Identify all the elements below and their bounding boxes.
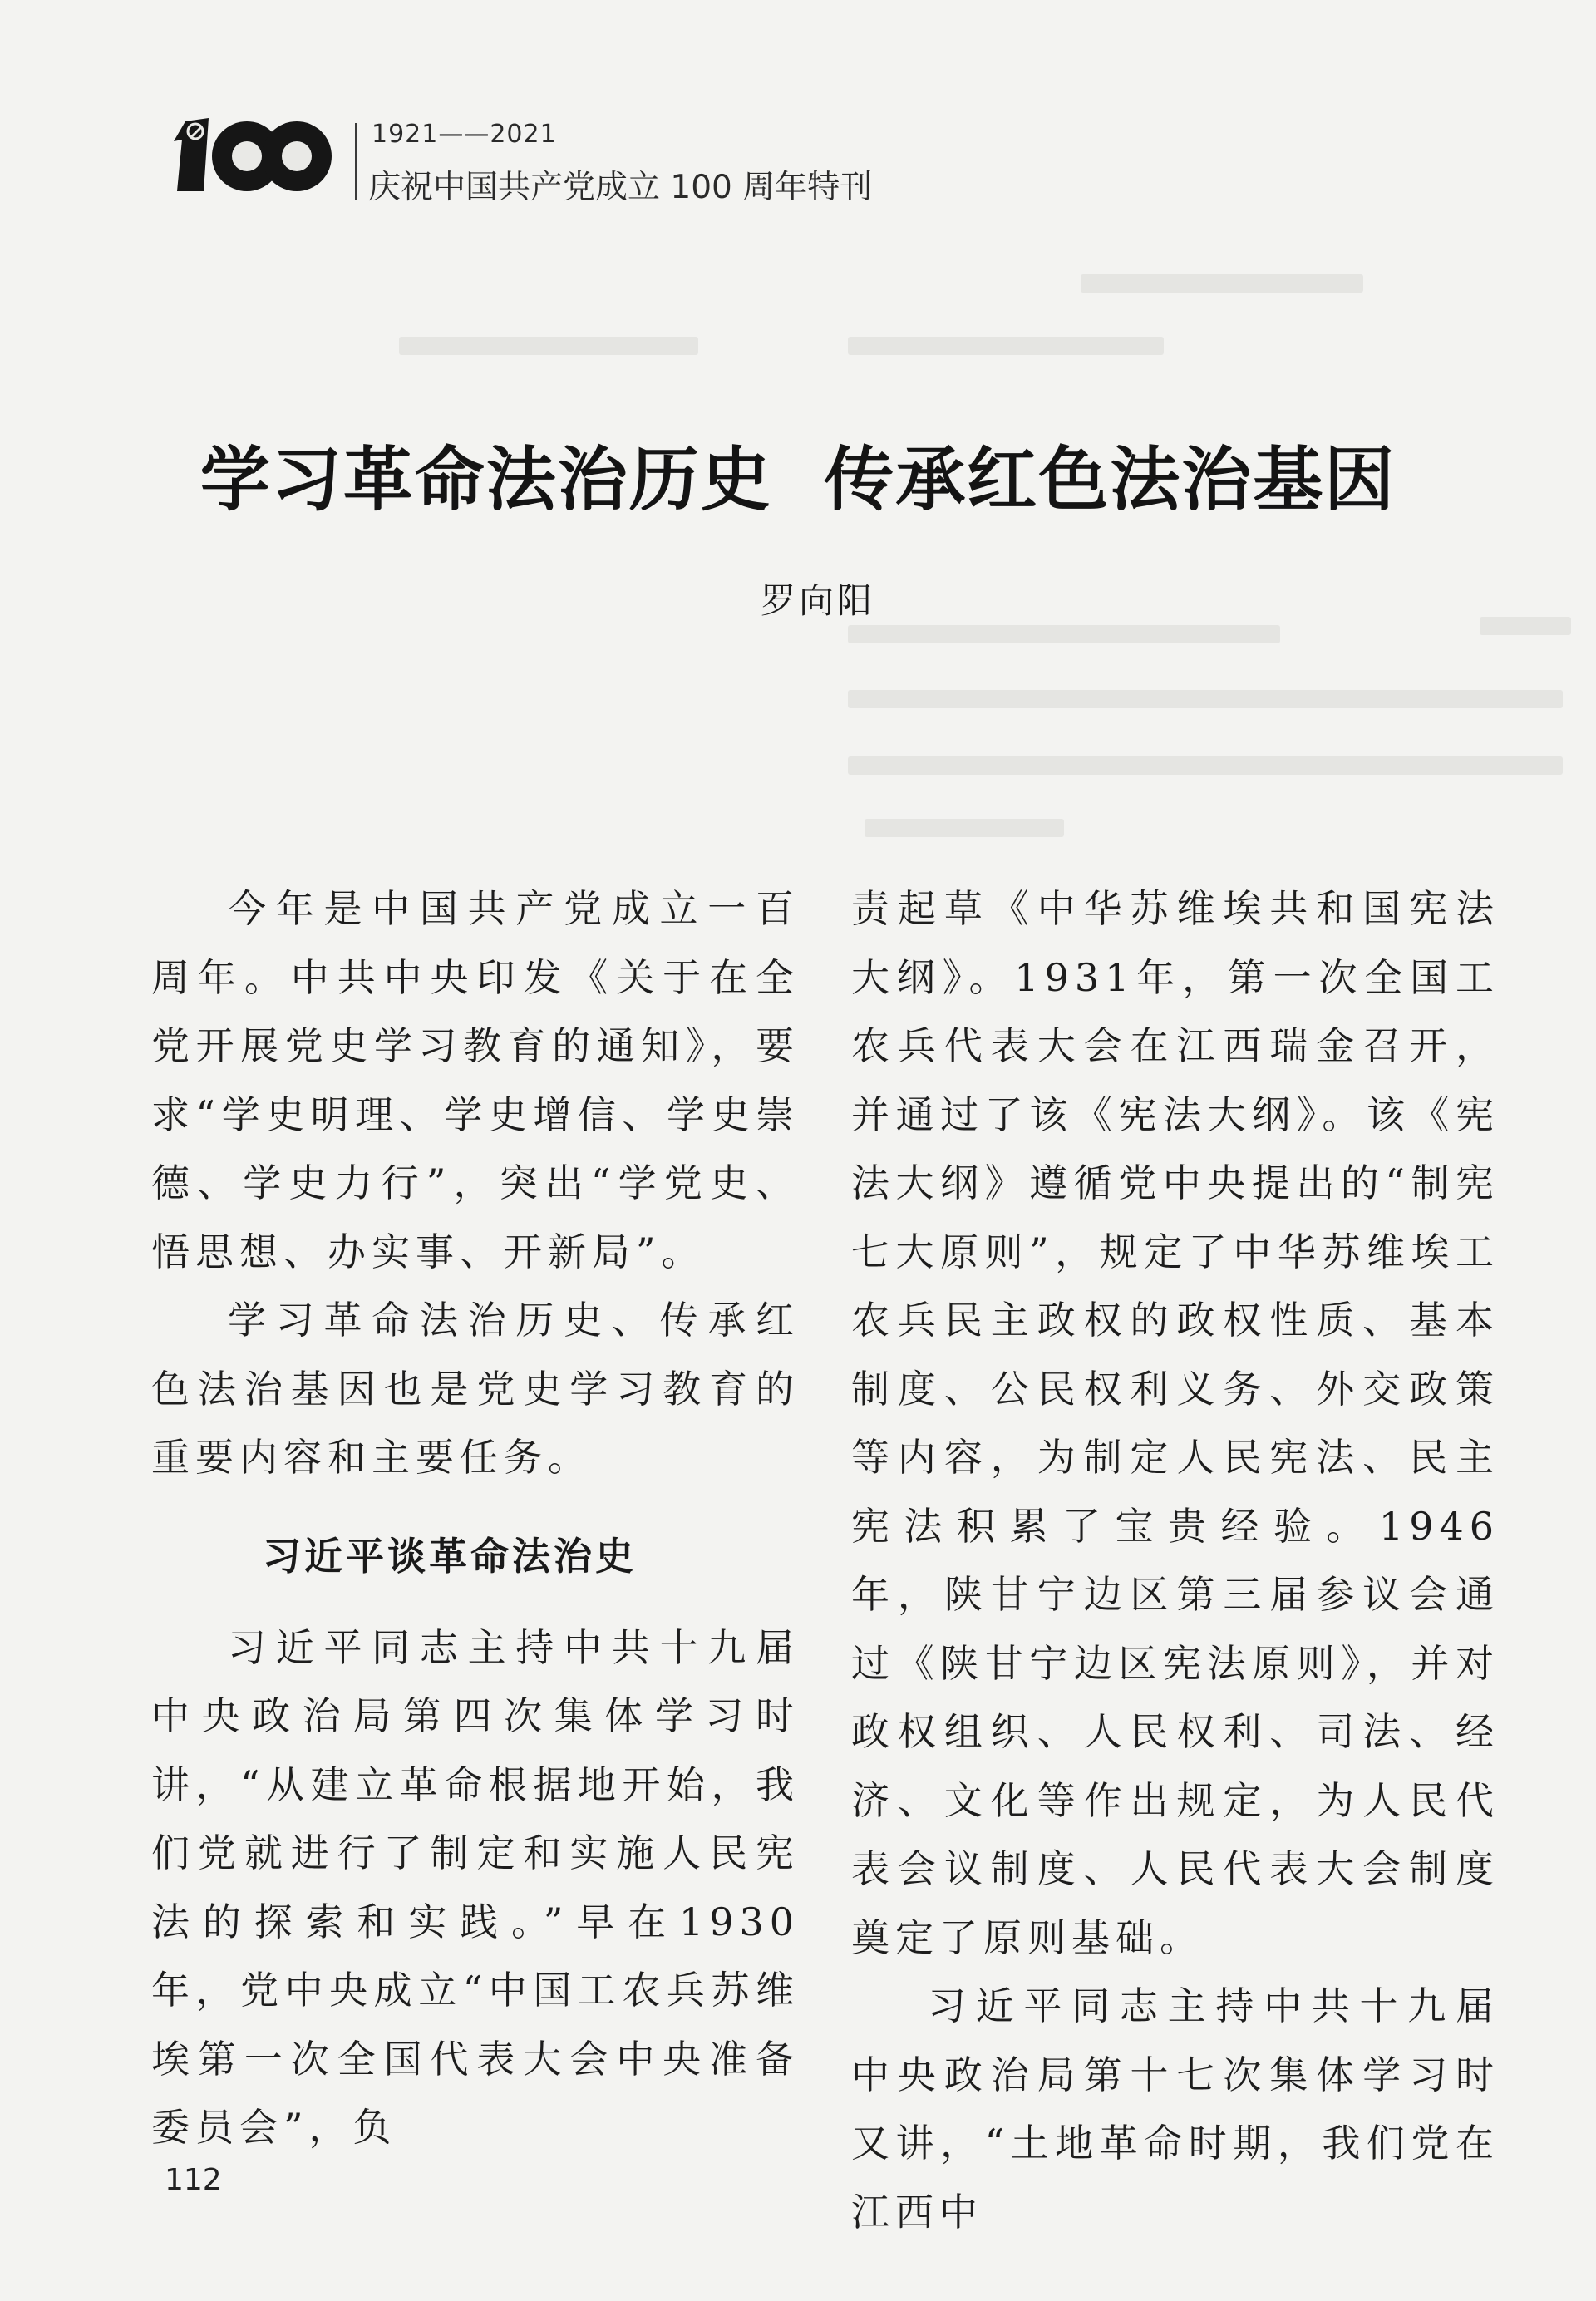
centenary-logo: [170, 115, 337, 194]
bleed-through-mark: [1081, 274, 1363, 293]
right-column: [851, 875, 1500, 2246]
article-title: 学习革命法治历史 传承红色法治基因: [200, 438, 1396, 520]
header-years: 1921——2021: [372, 120, 557, 149]
paragraph: 习近平同志主持中共十九届中央政治局第十七次集体学习时又讲，“土地革命时期，我们党在江西中: [851, 1983, 1500, 2234]
bleed-through-mark: [848, 625, 1280, 643]
bleed-through-mark: [848, 337, 1164, 355]
section-heading: 习近平谈革命法治史: [263, 1533, 637, 1579]
left-column: [151, 875, 800, 2162]
header-subtitle: 庆祝中国共产党成立 100 周年特刊: [368, 169, 873, 206]
bleed-through-mark: [848, 690, 1563, 708]
centenary-logo-icon: [170, 115, 337, 194]
article-author: 罗向阳: [760, 580, 875, 621]
paragraph: 习近平同志主持中共十九届中央政治局第四次集体学习时讲，“从建立革命根据地开始，我们党就进行了制定和实施人民宪法的探索和实践。”早在1930年，党中央成立“中国工农兵苏维埃第一次全国代表大会中央准备委员会”，负: [151, 1624, 800, 2150]
paragraph: 今年是中国共产党成立一百周年。中共中央印发《关于在全党开展党史学习教育的通知》，要求“学史明理、学史增信、学史崇德、学史力行”，突出“学党史、悟思想、办实事、开新局”。: [151, 886, 800, 1274]
page-number: 112: [165, 2163, 222, 2197]
header-divider: [355, 123, 357, 200]
paragraph: 责起草《中华苏维埃共和国宪法大纲》。1931年，第一次全国工农兵代表大会在江西瑞金召开，并通过了该《宪法大纲》。该《宪法大纲》遵循党中央提出的“制宪七大原则”，规定了中华苏维埃工农兵民主政权的政权性质、基本制度、公民权利义务、外交政策等内容，为制定人民宪法、民主宪法积累了宝贵经验。1946年，陕甘宁边区第三届参议会通过《陕甘宁边区宪法原则》，并对政权组织、人民权利、司法、经济、文化等作出规定，为人民代表会议制度、人民代表大会制度奠定了原则基础。: [851, 886, 1500, 1960]
bleed-through-mark: [864, 819, 1064, 837]
issue-header: [170, 115, 1002, 206]
bleed-through-mark: [848, 756, 1563, 775]
paragraph: 学习革命法治历史、传承红色法治基因也是党史学习教育的重要内容和主要任务。: [151, 1298, 800, 1480]
bleed-through-mark: [399, 337, 698, 355]
